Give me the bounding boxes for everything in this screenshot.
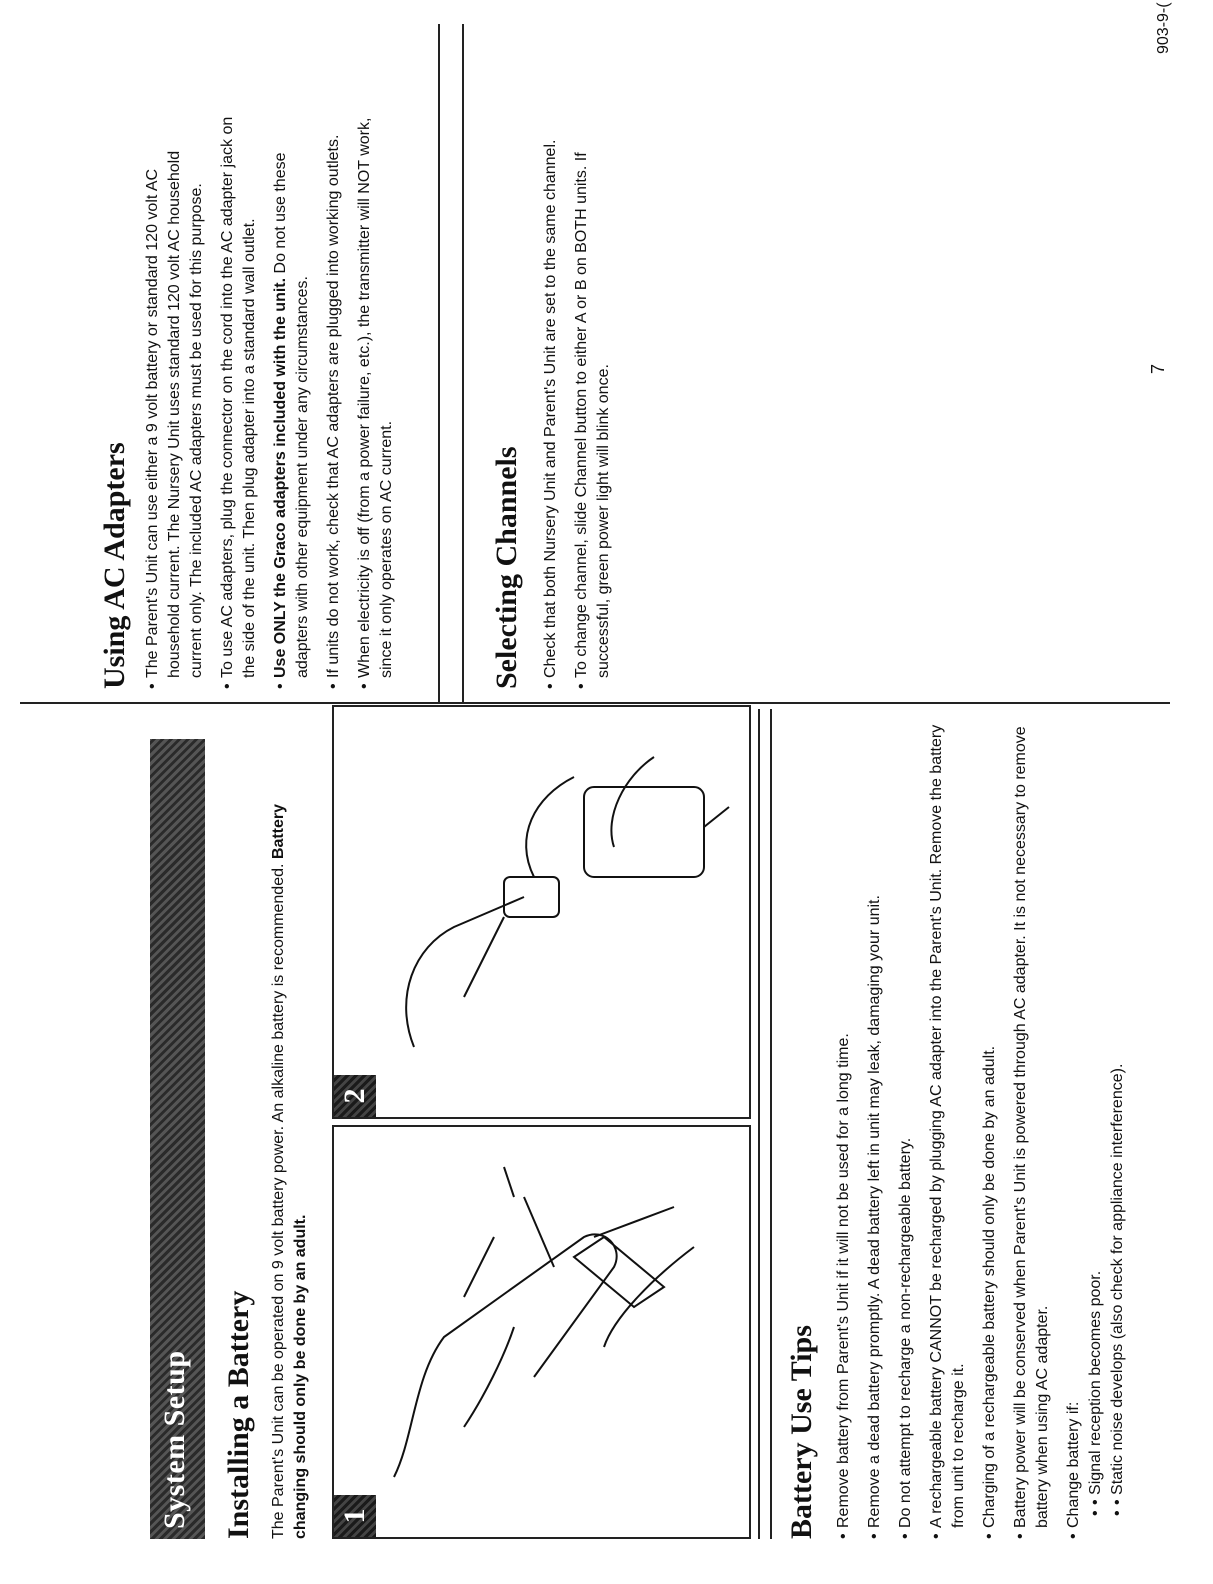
list-item: • Remove a dead battery promptly. A dead battery left in unit may leak, damaging your unit. — [864, 709, 886, 1539]
list-item: • The Parent's Unit can use either a 9 volt battery or standard 120 volt AC household current. The Nursery Unit uses standard 120 volt AC household current only. The included AC adapters must be used for this purpose. — [142, 99, 208, 689]
installing-intro: The Parent's Unit can be operated on 9 volt battery power. An alkaline battery is recommended. Battery changing should only be done by an adult. — [270, 803, 309, 1539]
list-item: • Remove battery from Parent's Unit if it will not be used for a long time. — [833, 709, 855, 1539]
step-2-badge: 2 — [334, 1075, 376, 1117]
channels-heading: Selecting Channels — [490, 446, 523, 689]
page-number: 7 — [1148, 363, 1168, 374]
list-item: • A rechargeable battery CANNOT be recharged by plugging AC adapter into the Parent's Unit. Remove the battery from unit to recharge it. — [926, 709, 970, 1539]
list-item: • To change channel, slide Channel button to either A or B on BOTH units. If successful, green power light will blink once. — [571, 89, 615, 689]
document-code: 903-9-( — [1155, 2, 1172, 54]
battery-tips-heading: Battery Use Tips — [785, 1325, 818, 1539]
section-banner — [150, 739, 205, 1539]
list-item: • Change battery if: • • Signal reception becomes poor. • • Static noise develops (also check for appliance interference). — [1063, 709, 1129, 1539]
list-item: • If units do not work, check that AC adapters are plugged into working outlets. — [323, 99, 345, 689]
list-item: • Check that both Nursery Unit and Parent's Unit are set to the same channel. — [540, 89, 562, 689]
list-item: • To use AC adapters, plug the connector on the cord into the AC adapter jack on the side of the unit. Then plug adapter into a standard wall outlet. — [217, 99, 261, 689]
list-item: • Charging of a rechargeable battery should only be done by an adult. — [979, 709, 1001, 1539]
list-item: • When electricity is off (from a power failure, etc.), the transmitter will NOT work, since it only operates on AC current. — [354, 99, 398, 689]
list-item: • Battery power will be conserved when Parent's Unit is powered through AC adapter. It is not necessary to remove battery when using AC adapter. — [1010, 709, 1054, 1539]
channels-list — [540, 89, 624, 689]
ac-adapters-heading: Using AC Adapters — [98, 442, 131, 689]
illustration-step-2 — [332, 705, 751, 1119]
banner-title: System Setup — [158, 1350, 191, 1529]
divider — [758, 709, 760, 1539]
column-divider — [20, 702, 1170, 704]
list-item: • Use ONLY the Graco adapters included with the unit. Do not use these adapters with other equipment under any circumstances. — [270, 99, 314, 689]
hand-opening-battery-door-illustration — [354, 1147, 734, 1497]
battery-tips-list — [833, 709, 1138, 1539]
list-item: • • Signal reception becomes poor. — [1085, 709, 1107, 1516]
step-1-badge: 1 — [334, 1495, 376, 1537]
change-conditions — [1085, 709, 1129, 1528]
list-item: • Do not attempt to recharge a non-rechargeable battery. — [895, 709, 917, 1539]
divider — [770, 709, 772, 1539]
installing-heading: Installing a Battery — [222, 1290, 255, 1539]
divider — [438, 24, 440, 704]
ac-adapters-list — [142, 99, 407, 689]
hand-inserting-battery-illustration — [354, 727, 734, 1077]
illustration-step-1 — [332, 1125, 751, 1539]
divider — [462, 24, 464, 704]
list-item: • • Static noise develops (also check for appliance interference). — [1107, 709, 1129, 1516]
